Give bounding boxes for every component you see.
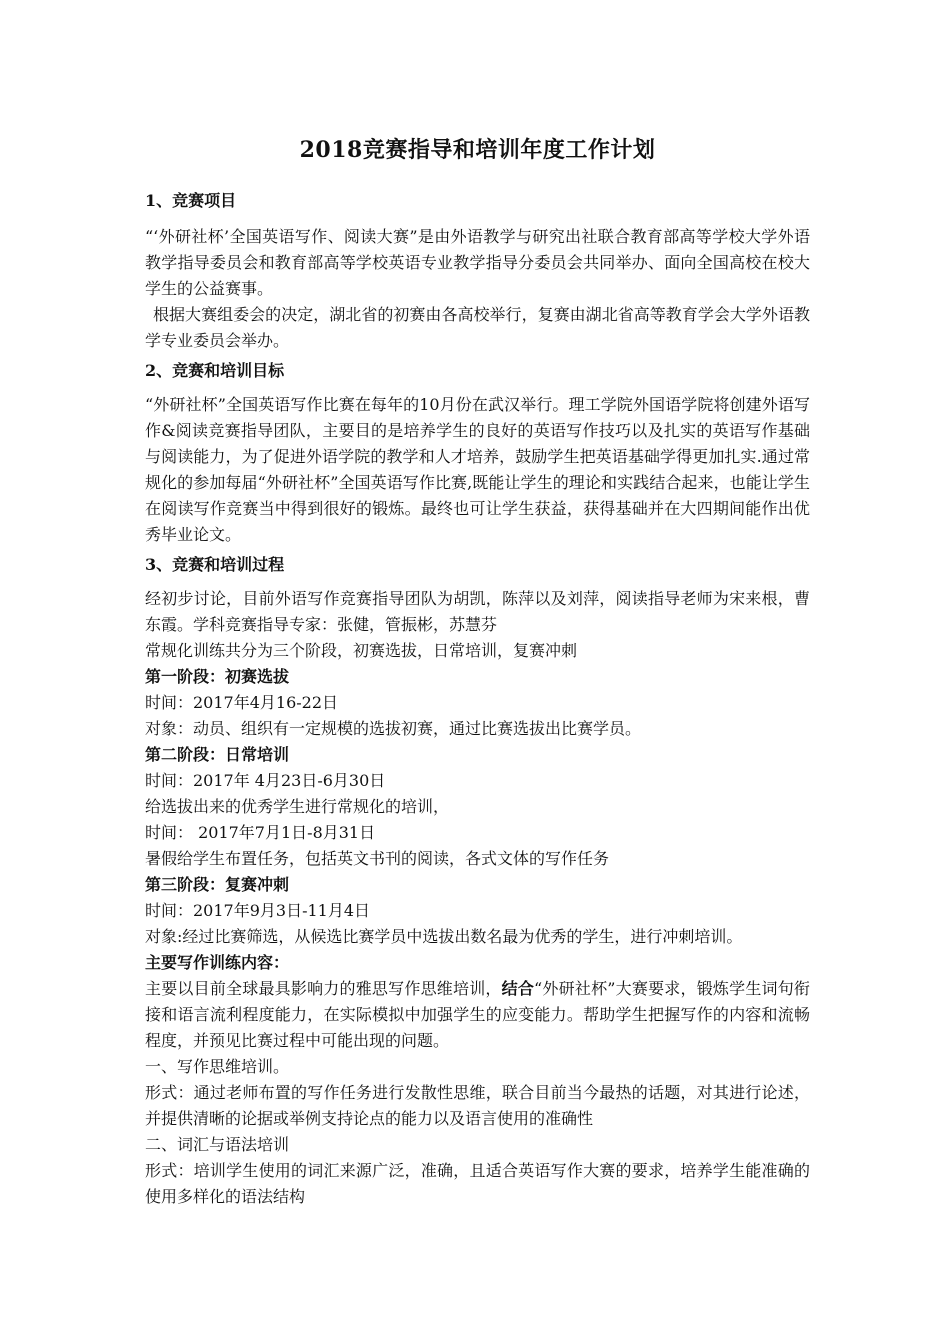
training-item-2-title: 二、词汇与语法培训 — [145, 1135, 290, 1154]
training-heading: 主要写作训练内容： — [145, 953, 290, 972]
stage-3-target: 对象:经过比赛筛选，从候选比赛学员中选拔出数名最为优秀的学生，进行冲刺培训。 — [145, 927, 743, 946]
section-2-paragraph-1: “外研社杯”全国英语写作比赛在每年的10月份在武汉举行。理工学院外国语学院将创建外语写作&阅读竞赛指导团队，主要目的是培养学生的良好的英语写作技巧以及扎实的英语写作基础与阅读能力，为了促进外语学院的教学和人才培养，鼓励学生把英语基础学得更加扎实.通过常规化的参加每届“外研社杯”全国英语写作比赛,既能让学生的理论和实践结合起来，也能让学生在阅读写作竞赛当中得到很好的锻炼。最终也可让学生获益，获得基础并在大四期间能作出优秀毕业论文。 — [145, 395, 810, 544]
stage-2-desc-2: 暑假给学生布置任务，包括英文书刊的阅读，各式文体的写作任务 — [145, 849, 610, 868]
stage-2-heading: 第二阶段：日常培训 — [145, 745, 290, 764]
training-intro-part-a: 主要以目前全球最具影响力的雅思写作思维培训， — [145, 979, 502, 998]
document-title: 2018竞赛指导和培训年度工作计划 — [299, 137, 656, 163]
training-intro-part-b: “外研社杯”大赛要求，锻炼学生词句衔接和语言流利程度能力，在实际模拟中加强学生的应变能力。帮助学生把握写作的内容和流畅程度，并预见比赛过程中可能出现的问题。 — [145, 979, 810, 1050]
stage-1-time: 时间：2017年4月16-22日 — [145, 693, 339, 712]
stage-1-heading: 第一阶段：初赛选拔 — [145, 667, 290, 686]
stage-3-time: 时间：2017年9月3日-11月4日 — [145, 901, 371, 920]
document-page — [145, 132, 810, 1210]
section-1-paragraph-2: 根据大赛组委会的决定，湖北省的初赛由各高校举行，复赛由湖北省高等教育学会大学外语教学专业委员会举办。 — [145, 305, 810, 350]
section-1-paragraph-1: “‘外研社杯’全国英语写作、阅读大赛”是由外语教学与研究出社联合教育部高等学校大学外语教学指导委员会和教育部高等学校英语专业教学指导分委员会共同举办、面向全国高校在校大学生的公益赛事。 — [145, 227, 810, 298]
training-item-2-form: 形式：培训学生使用的词汇来源广泛，准确，且适合英语写作大赛的要求，培养学生能准确的使用多样化的语法结构 — [145, 1161, 810, 1206]
stage-3-heading: 第三阶段：复赛冲刺 — [145, 875, 290, 894]
section-1-heading: 1、竞赛项目 — [145, 191, 237, 210]
training-item-1-title: 一、写作思维培训。 — [145, 1057, 290, 1076]
training-intro-bold: 结合 — [501, 979, 535, 998]
stage-1-target: 对象：动员、组织有一定规模的选拔初赛，通过比赛选拔出比赛学员。 — [145, 719, 642, 738]
section-3-heading: 3、竞赛和培训过程 — [145, 555, 285, 574]
training-intro — [145, 976, 810, 1054]
training-item-1-form: 形式：通过老师布置的写作任务进行发散性思维，联合目前当今最热的话题，对其进行论述，并提供清晰的论据或举例支持论点的能力以及语言使用的准确性 — [145, 1083, 810, 1128]
section-2-heading: 2、竞赛和培训目标 — [145, 361, 285, 380]
section-3-paragraph-1: 经初步讨论，目前外语写作竞赛指导团队为胡凯，陈萍以及刘萍，阅读指导老师为宋来根，曹东霞。学科竞赛指导专家：张健，管振彬，苏慧芬 — [145, 589, 810, 634]
stage-2-time-2: 时间： 2017年7月1日-8月31日 — [145, 823, 376, 842]
stage-2-desc-1: 给选拔出来的优秀学生进行常规化的培训， — [145, 797, 450, 816]
stage-2-time-1: 时间：2017年 4月23日-6月30日 — [145, 771, 386, 790]
section-3-paragraph-2: 常规化训练共分为三个阶段，初赛选拔，日常培训，复赛冲刺 — [145, 641, 578, 660]
